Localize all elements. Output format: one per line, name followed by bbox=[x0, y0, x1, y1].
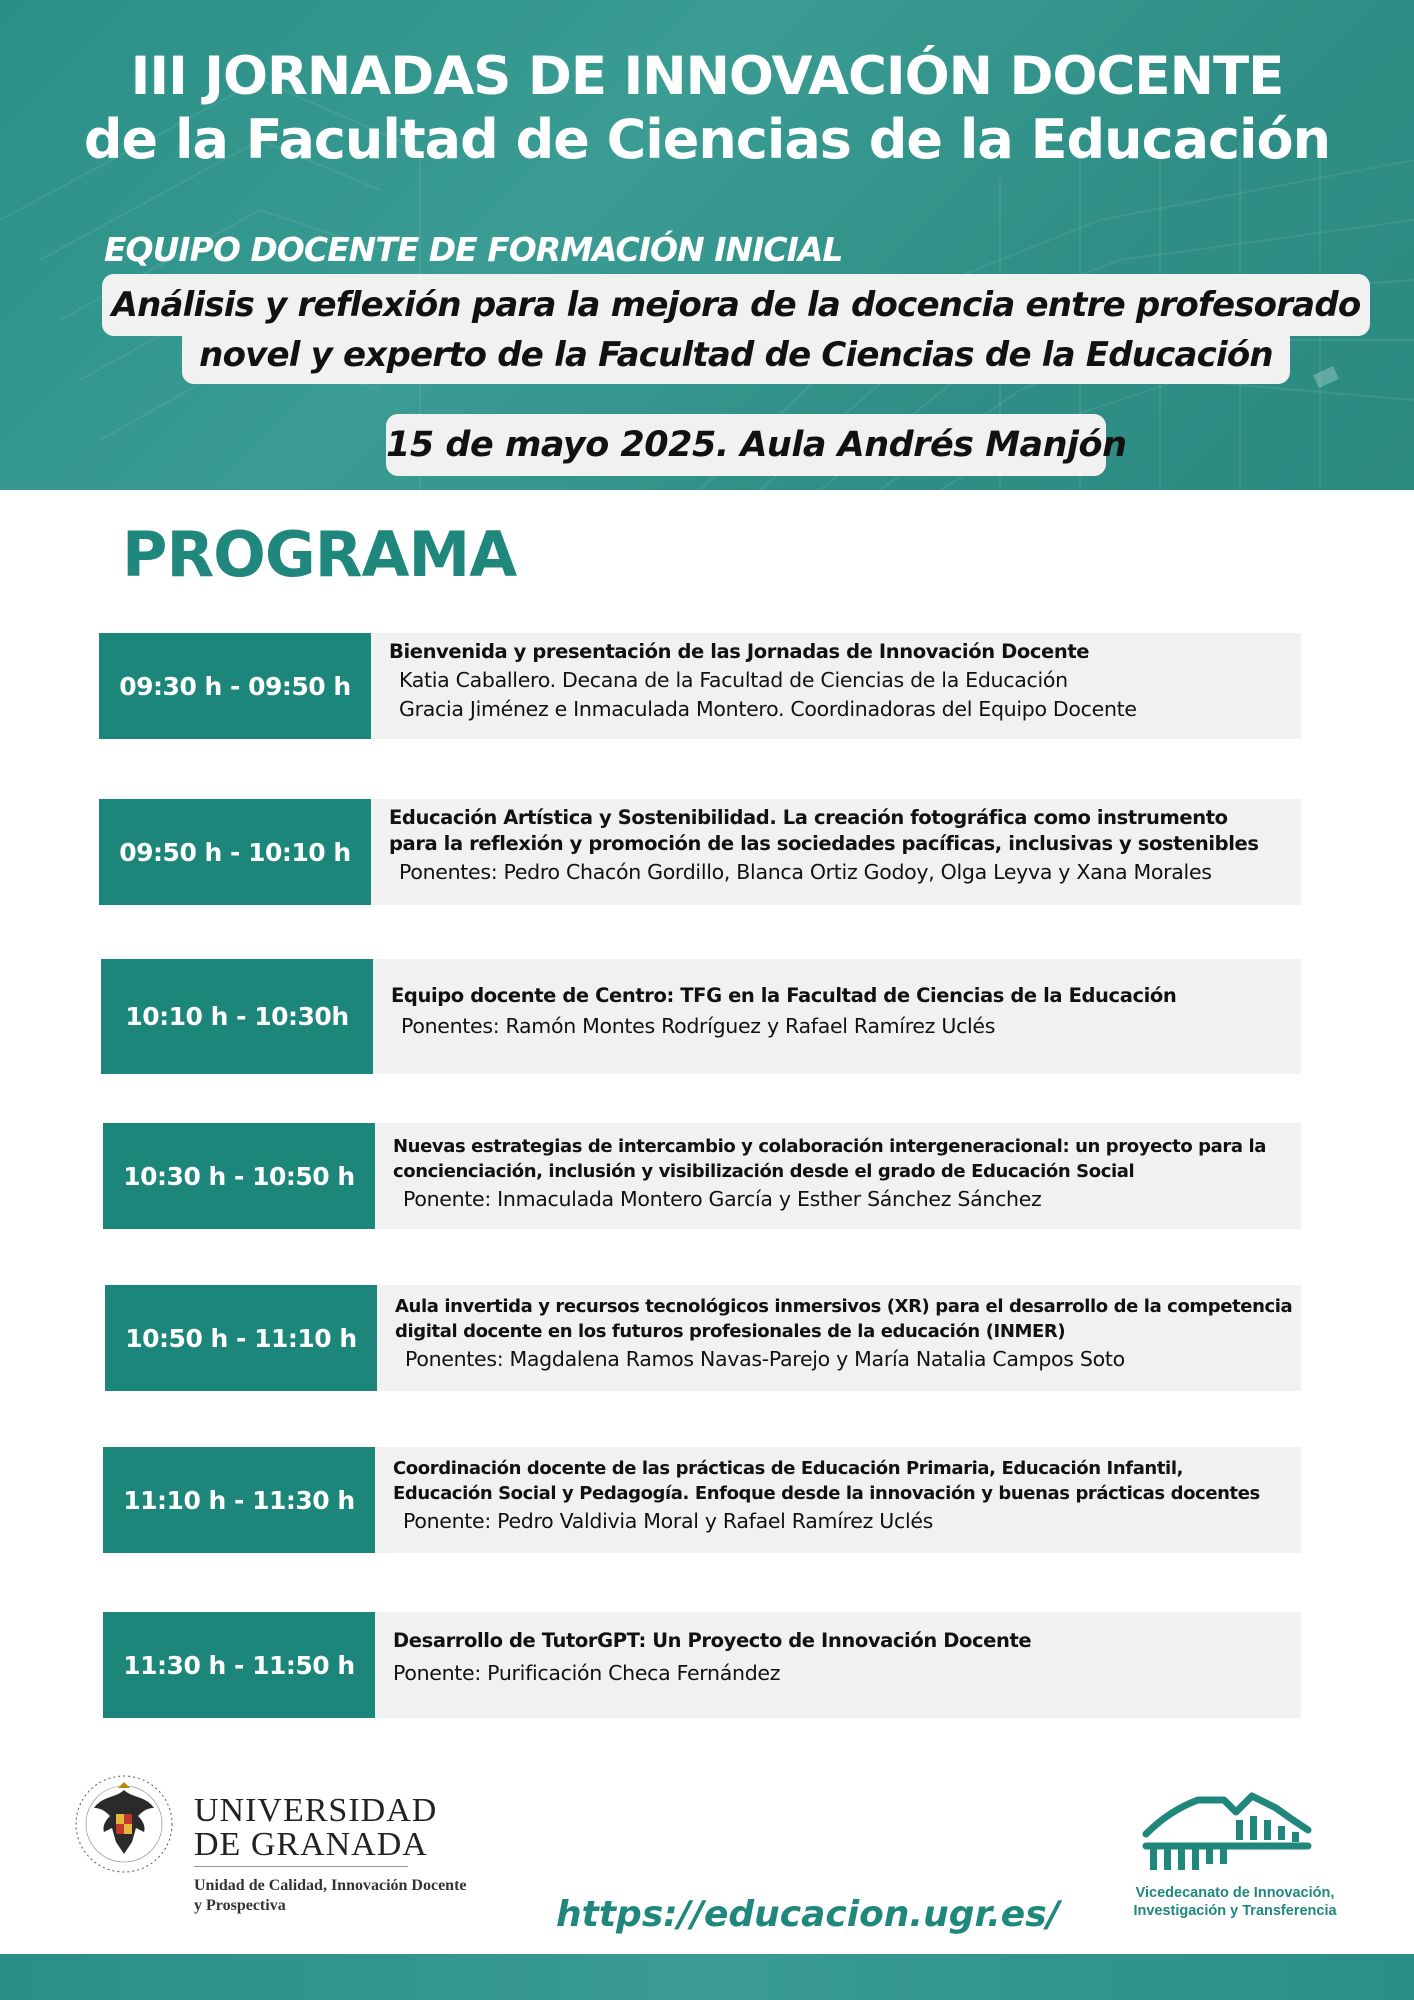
program-row bbox=[103, 1612, 1301, 1718]
session-speakers: Ponente: Pedro Valdivia Moral y Rafael Ramírez Uclés bbox=[403, 1509, 934, 1533]
vicedecanato-line2: Investigación y Transferencia bbox=[1133, 1903, 1337, 1919]
program-heading: PROGRAMA bbox=[122, 518, 517, 591]
session-time: 10:50 h - 11:10 h bbox=[105, 1285, 377, 1391]
session-details bbox=[377, 1285, 1301, 1391]
session-speaker: Katia Caballero. Decana de la Facultad de Ciencias de la Educación bbox=[399, 668, 1068, 692]
session-time: 11:30 h - 11:50 h bbox=[103, 1612, 375, 1718]
vicedecanato-name bbox=[1120, 1884, 1350, 1920]
session-time: 09:50 h - 10:10 h bbox=[99, 799, 371, 905]
session-title: Bienvenida y presentación de las Jornadas de Innovación Docente bbox=[389, 640, 1090, 663]
session-title-line2: digital docente en los futuros profesionales de la educación (INMER) bbox=[395, 1321, 1066, 1342]
unit-name-line1: Unidad de Calidad, Innovación Docente bbox=[194, 1877, 467, 1894]
program-row bbox=[99, 633, 1301, 739]
session-details bbox=[375, 1447, 1301, 1553]
event-title-line2: de la Facultad de Ciencias de la Educación bbox=[83, 108, 1331, 171]
session-title: Equipo docente de Centro: TFG en la Facultad de Ciencias de la Educación bbox=[391, 984, 1177, 1007]
vicedecanato-logo-icon bbox=[1140, 1790, 1316, 1872]
session-title-line1: Educación Artística y Sostenibilidad. La creación fotográfica como instrumento bbox=[389, 806, 1228, 829]
header-banner bbox=[0, 0, 1414, 490]
team-name: EQUIPO DOCENTE DE FORMACIÓN INICIAL bbox=[104, 230, 843, 269]
session-time: 11:10 h - 11:30 h bbox=[103, 1447, 375, 1553]
university-crest-icon bbox=[72, 1772, 176, 1876]
event-title-line1: III JORNADAS DE INNOVACIÓN DOCENTE bbox=[130, 46, 1284, 107]
program-row bbox=[103, 1123, 1301, 1229]
session-title-line1: Nuevas estrategias de intercambio y colaboración intergeneracional: un proyecto para la bbox=[393, 1136, 1267, 1157]
session-speakers: Ponentes: Ramón Montes Rodríguez y Rafael Ramírez Uclés bbox=[401, 1014, 996, 1038]
faculty-website-link[interactable]: https://educacion.ugr.es/ bbox=[556, 1894, 1060, 1935]
university-name-line2: DE GRANADA bbox=[194, 1826, 428, 1863]
session-details bbox=[375, 1123, 1301, 1229]
unit-name-line2: y Prospectiva bbox=[194, 1897, 286, 1914]
divider bbox=[194, 1866, 408, 1867]
session-time: 09:30 h - 09:50 h bbox=[99, 633, 371, 739]
subtitle-line2: novel y experto de la Facultad de Ciencias de la Educación bbox=[182, 326, 1290, 384]
university-name-line1: UNIVERSIDAD bbox=[194, 1792, 438, 1829]
program-row bbox=[105, 1285, 1301, 1391]
session-title-line2: concienciación, inclusión y visibilización desde el grado de Educación Social bbox=[393, 1161, 1135, 1182]
program-row bbox=[103, 1447, 1301, 1553]
session-title-line1: Coordinación docente de las prácticas de Educación Primaria, Educación Infantil, bbox=[393, 1458, 1184, 1479]
program-row bbox=[99, 799, 1301, 905]
date-place: 15 de mayo 2025. Aula Andrés Manjón bbox=[386, 414, 1106, 476]
session-speakers: Ponentes: Pedro Chacón Gordillo, Blanca Ortiz Godoy, Olga Leyva y Xana Morales bbox=[399, 860, 1212, 884]
session-speakers: Ponente: Inmaculada Montero García y Esther Sánchez Sánchez bbox=[403, 1187, 1042, 1211]
unit-name bbox=[194, 1876, 514, 1916]
session-title: Desarrollo de TutorGPT: Un Proyecto de Innovación Docente bbox=[393, 1629, 1032, 1652]
session-speaker: Gracia Jiménez e Inmaculada Montero. Coordinadoras del Equipo Docente bbox=[399, 697, 1137, 721]
session-title-line2: para la reflexión y promoción de las sociedades pacíficas, inclusivas y sostenibles bbox=[389, 832, 1259, 855]
session-title-line1: Aula invertida y recursos tecnológicos inmersivos (XR) para el desarrollo de la competencia bbox=[395, 1296, 1293, 1317]
session-details bbox=[371, 799, 1301, 905]
session-details bbox=[375, 1612, 1301, 1718]
session-details bbox=[373, 959, 1301, 1074]
session-speakers: Ponentes: Magdalena Ramos Navas-Parejo y María Natalia Campos Soto bbox=[405, 1347, 1125, 1371]
session-time: 10:30 h - 10:50 h bbox=[103, 1123, 375, 1229]
footer-band bbox=[0, 1954, 1414, 2000]
subtitle-line1: Análisis y reflexión para la mejora de la docencia entre profesorado bbox=[102, 274, 1370, 336]
session-details bbox=[371, 633, 1301, 739]
session-time: 10:10 h - 10:30h bbox=[101, 959, 373, 1074]
session-speakers: Ponente: Purificación Checa Fernández bbox=[393, 1661, 781, 1685]
vicedecanato-line1: Vicedecanato de Innovación, bbox=[1135, 1885, 1335, 1901]
program-row bbox=[101, 959, 1301, 1074]
university-name bbox=[194, 1794, 437, 1862]
session-title-line2: Educación Social y Pedagogía. Enfoque desde la innovación y buenas prácticas docentes bbox=[393, 1483, 1260, 1504]
